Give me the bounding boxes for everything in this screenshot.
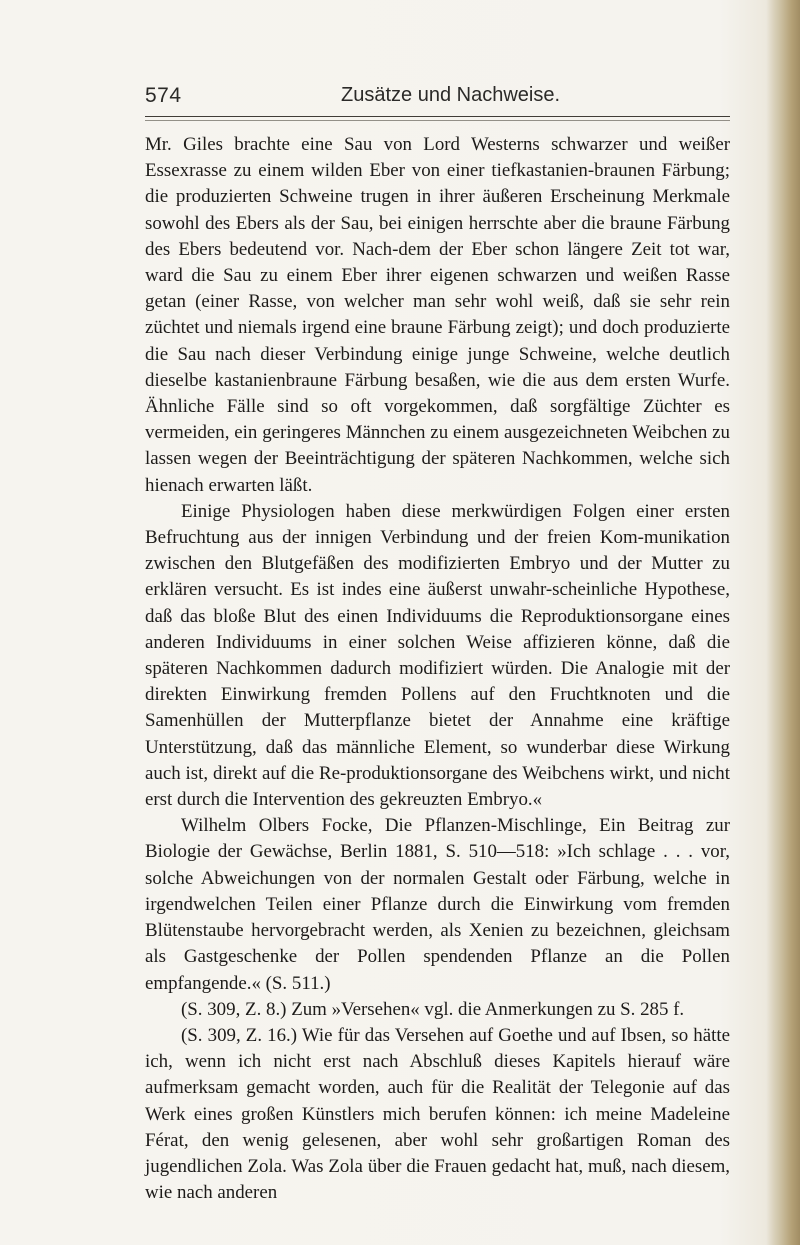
paragraph-giles: Mr. Giles brachte eine Sau von Lord Westerns schwarzer und weißer Essexrasse zu einem wilden Eber von einer tiefkastanien-braunen Färbung; die produzierten Schweine trugen in ihrer äußeren Erscheinung Merkmale sowohl des Ebers als der Sau, bei einigen herrschte aber die braune Färbung des Ebers bedeutend vor. Nach-dem der Eber schon längere Zeit tot war, ward die Sau zu einem Eber ihrer eigenen schwarzen und weißen Rasse getan (einer Rasse, von welcher man sehr wohl weiß, daß sie sehr rein züchtet und niemals irgend eine braune Färbung zeigt); und doch produzierte die Sau nach dieser Verbindung einige junge Schweine, welche deutlich dieselbe kastanienbraune Färbung besaßen, wie die aus dem ersten Wurfe. Ähnliche Fälle sind so oft vorgekommen, daß sorgfältige Züchter es vermeiden, ein geringeres Männchen zu einem ausgezeichneten Weibchen zu lassen wegen der Beeinträchtigung der späteren Nachkommen, welche sich hienach erwarten läßt. bbox=[145, 134, 730, 496]
header-rule-secondary bbox=[145, 120, 730, 121]
paragraph-telegonie: (S. 309, Z. 16.) Wie für das Versehen auf Goethe und auf Ibsen, so hätte ich, wenn ich nicht erst nach Abschluß dieses Kapitels hierauf wäre aufmerksam gemacht worden, auch für die Realität der Telegonie auf das Werk eines großen Künstlers mich berufen können: ich meine Madeleine Férat, den wenig gelesenen, aber wohl sehr großartigen Roman des jugendlichen Zola. Was Zola über die Frauen gedacht hat, muß, nach diesem, wie nach anderen bbox=[145, 1024, 730, 1204]
page-edge-shadow bbox=[766, 0, 800, 1245]
paragraph-physiologen: Einige Physiologen haben diese merkwürdigen Folgen einer ersten Befruchtung aus der innigen Verbindung und der freien Kom-munikation zwischen den Blutgefäßen des modifizierten Embryo und der Mutter zu erklären versucht. Es ist indes eine äußerst unwahr-scheinliche Hypothese, daß das bloße Blut des einen Individuums die Reproduktionsorgane eines anderen Individuums in einer solchen Weise affizieren könne, daß die späteren Nachkommen dadurch modifiziert würden. Die Analogie mit der direkten Einwirkung fremden Pollens auf den Fruchtknoten und die Samenhüllen der Mutterpflanze bietet der Annahme eine kräftige Unterstützung, daß das männliche Element, so wunderbar diese Wirkung auch ist, direkt auf die Re-produktionsorgane des Weibchens wirkt, und nicht erst durch die Intervention des gekreuzten Embryo.« bbox=[145, 500, 730, 811]
body-text bbox=[145, 132, 730, 1206]
paragraph-focke: Wilhelm Olbers Focke, Die Pflanzen-Mischlinge, Ein Beitrag zur Biologie der Gewächse, Berlin 1881, S. 510—518: »Ich schlage . . . vor, solche Abweichungen von der normalen Gestalt oder Färbung, welche in irgendwelchen Teilen einer Pflanze durch die Einwirkung vom fremden Blütenstaube hervorgebracht werden, als Xenien zu bezeichnen, gleichsam als Gastgeschenke der Pollen spendenden Pflanze an die Pollen empfangende.« (S. 511.) bbox=[145, 815, 730, 994]
page-number: 574 bbox=[145, 84, 182, 107]
paragraph-versehen: (S. 309, Z. 8.) Zum »Versehen« vgl. die Anmerkungen zu S. 285 f. bbox=[181, 998, 685, 1020]
page-header bbox=[145, 84, 730, 114]
running-head: Zusätze und Nachweise. bbox=[341, 84, 561, 106]
header-rule bbox=[145, 116, 730, 117]
